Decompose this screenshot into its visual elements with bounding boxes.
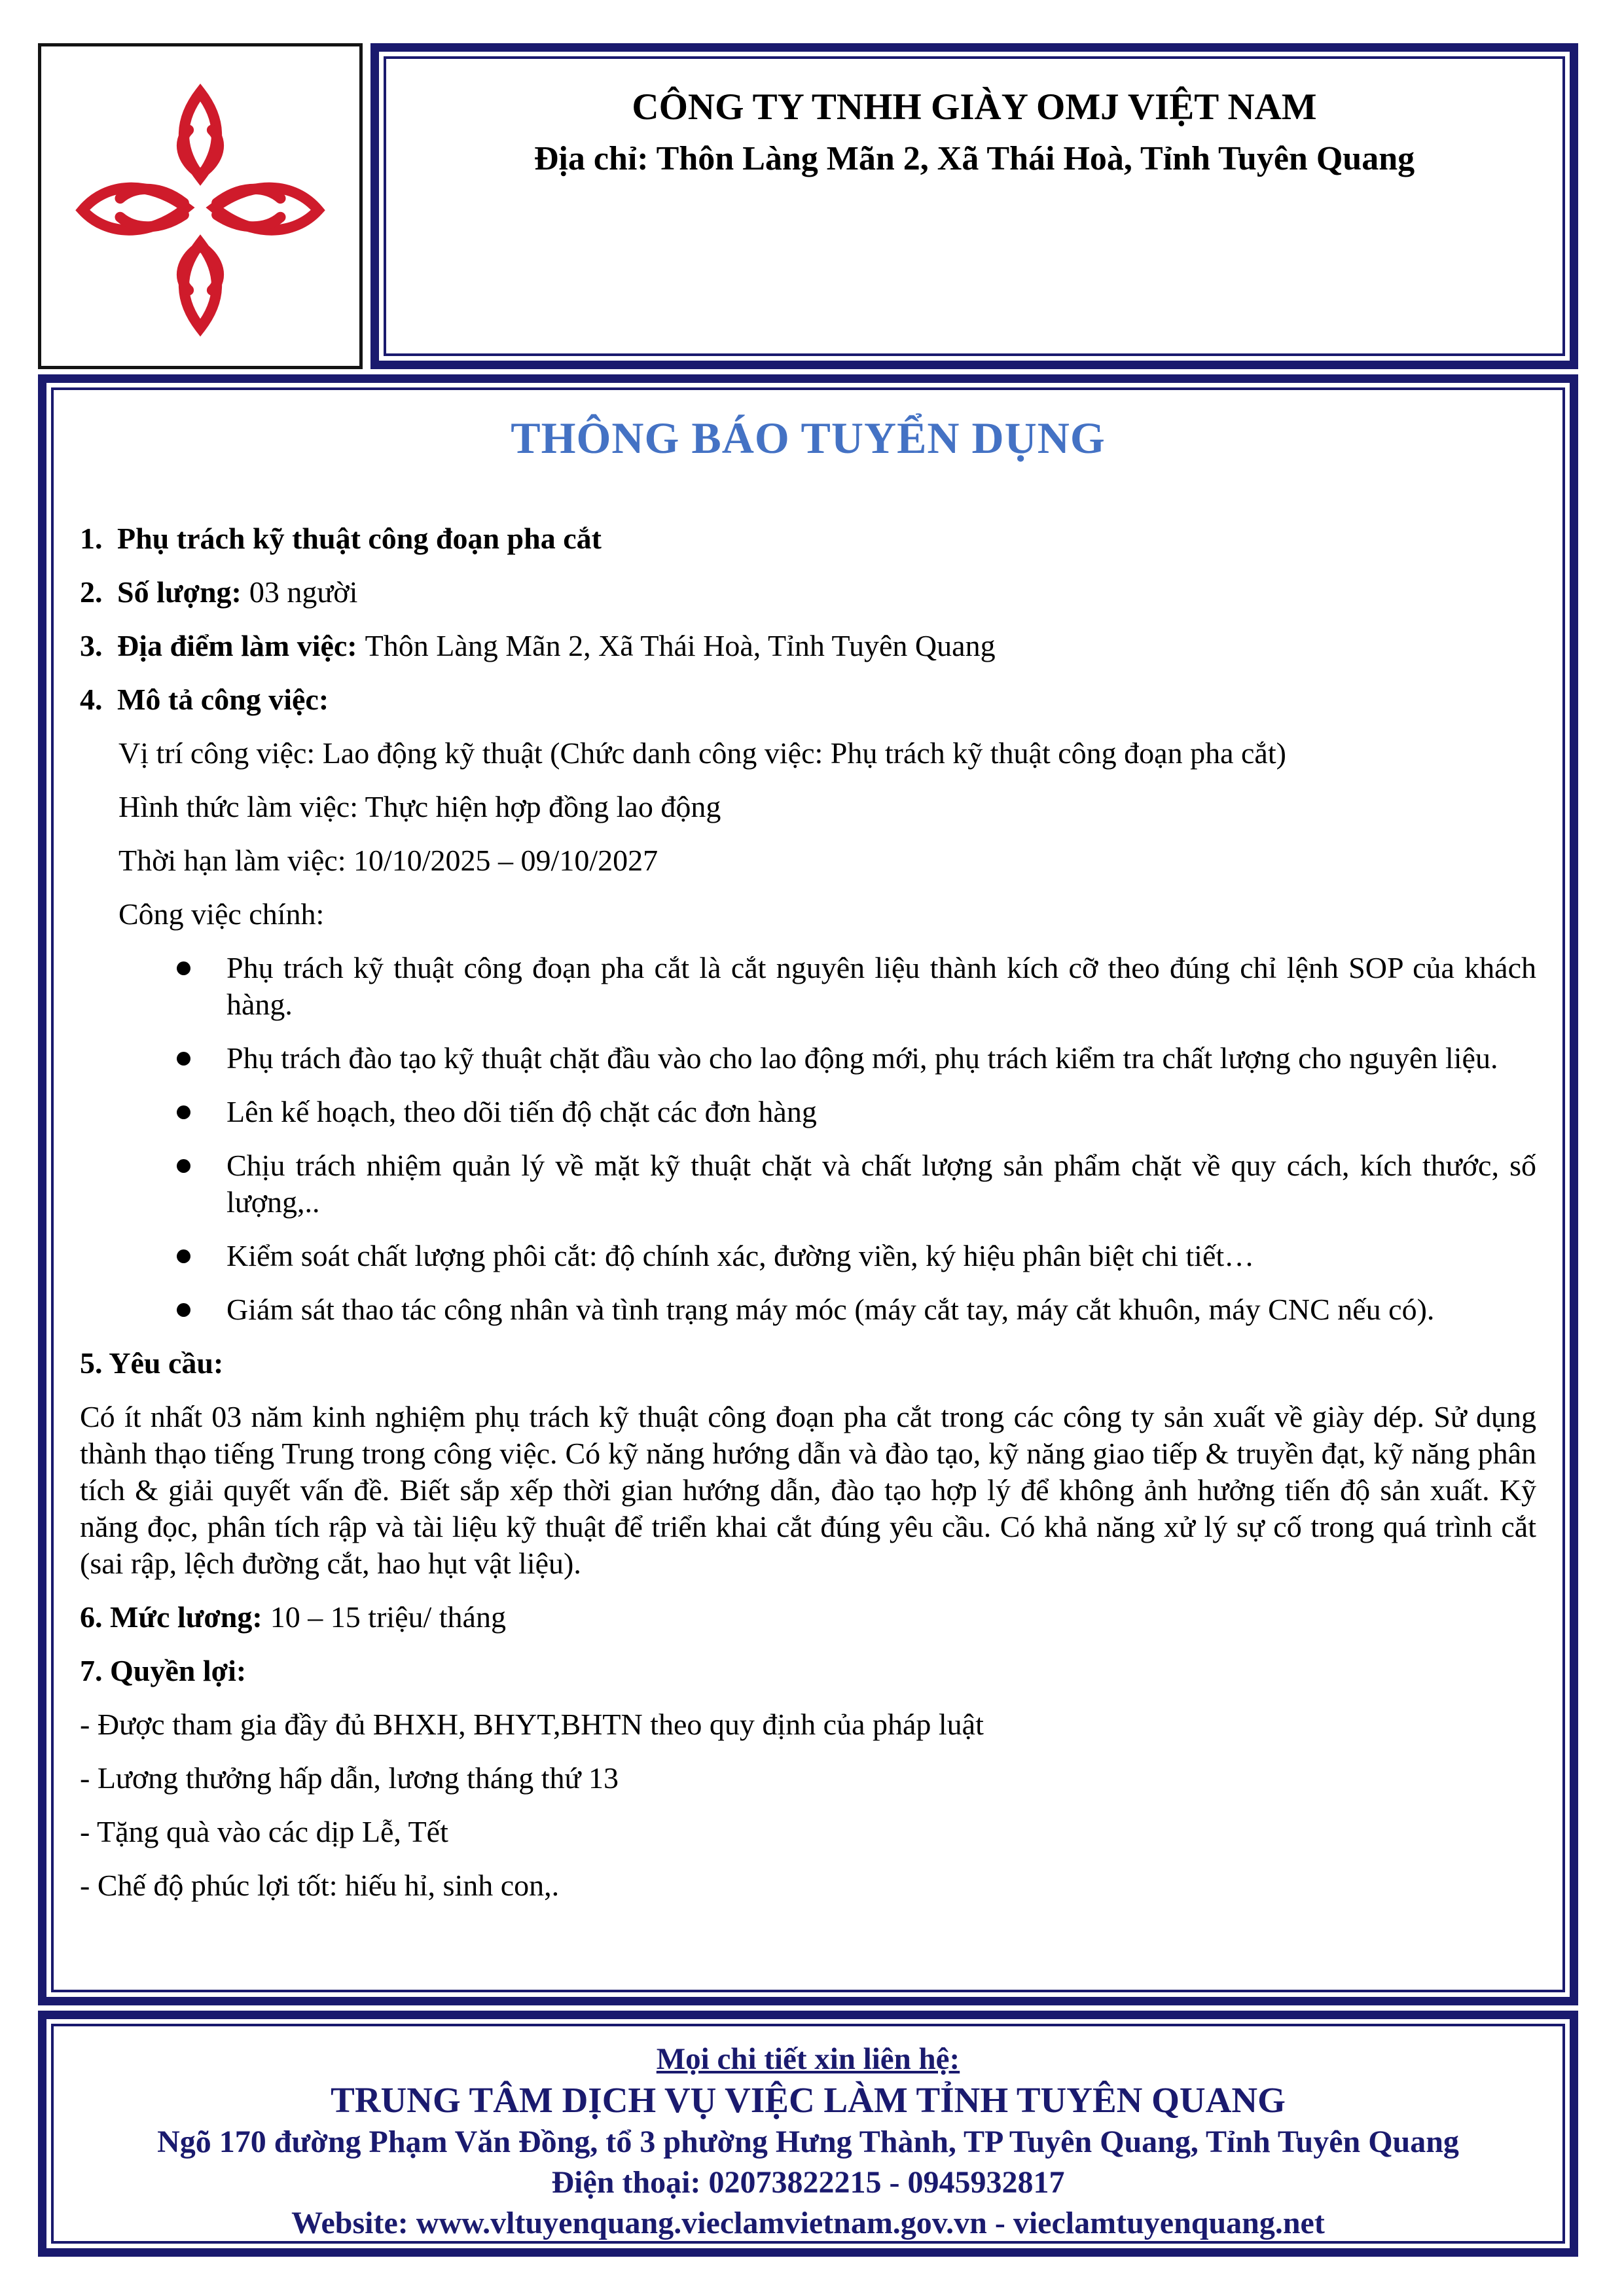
task-text: Kiểm soát chất lượng phôi cắt: độ chính xác, đường viền, ký hiệu phân biệt chi tiết…	[226, 1239, 1255, 1272]
salary-label: 6. Mức lương:	[80, 1600, 262, 1634]
employment-center-name: TRUNG TÂM DỊCH VỤ VIỆC LÀM TỈNH TUYÊN QUANG	[331, 2080, 1286, 2120]
bullet-dot-icon	[177, 1159, 190, 1173]
item-number: 2.	[80, 575, 103, 609]
contact-heading: Mọi chi tiết xin liên hệ:	[656, 2042, 960, 2076]
recruitment-title: THÔNG BÁO TUYỂN DỤNG	[511, 413, 1106, 463]
company-header-inner	[384, 56, 1565, 356]
task-bullet	[80, 1147, 1536, 1221]
task-bullet	[80, 1291, 1536, 1328]
salary-value: 10 – 15 triệu/ tháng	[270, 1600, 506, 1634]
task-text: Phụ trách kỹ thuật công đoạn pha cắt là cắt nguyên liệu thành kích cỡ theo đúng chỉ lệnh SOP của khách hàng.	[226, 951, 1536, 1021]
company-logo-box	[38, 43, 363, 369]
requirements-body: Có ít nhất 03 năm kinh nghiệm phụ trách kỹ thuật công đoạn pha cắt trong các công ty sản xuất về giày dép. Sử dụng thành thạo tiếng Trung trong công việc. Có kỹ năng hướng dẫn và đào tạo, kỹ năng giao tiếp & truyền đạt, kỹ năng phân tích & giải quyết vấn đề. Biết sắp xếp thời gian hướng dẫn, đào tạo hợp lý để không ảnh hưởng tiến độ sản xuất. Kỹ năng đọc, phân tích rập và tài liệu kỹ thuật để triển khai cắt đúng yêu cầu. Có khả năng xử lý sự cố trong quá trình cắt (sai rập, lệch đường cắt, hao hụt vật liệu).	[80, 1400, 1536, 1580]
header	[38, 43, 1578, 369]
work-location-label: Địa điểm làm việc:	[117, 629, 357, 662]
contact-phone: Điện thoại: 02073822215 - 0945932817	[551, 2165, 1065, 2200]
contact-website: Website: www.vltuyenquang.vieclamvietnam.gov.vn - vieclamtuyenquang.net	[291, 2206, 1325, 2240]
item-number: 4.	[80, 683, 103, 716]
bullet-dot-icon	[177, 1249, 190, 1263]
job-position-label: Phụ trách kỹ thuật công đoạn pha cắt	[117, 522, 602, 555]
quantity-item	[80, 574, 1536, 611]
benefits-label: 7. Quyền lợi:	[80, 1654, 247, 1687]
salary-line	[80, 1599, 1536, 1636]
company-name: CÔNG TY TNHH GIÀY OMJ VIỆT NAM	[632, 86, 1317, 128]
job-detail-contract: Hình thức làm việc: Thực hiện hợp đồng lao động	[118, 790, 721, 823]
item-number: 1.	[80, 522, 103, 555]
quantity-value: 03 người	[249, 575, 358, 609]
task-text: Phụ trách đào tạo kỹ thuật chặt đầu vào cho lao động mới, phụ trách kiểm tra chất lượng cho nguyên liệu.	[226, 1041, 1498, 1075]
work-location-item	[80, 628, 1536, 664]
bullet-dot-icon	[177, 961, 190, 975]
bullet-dot-icon	[177, 1052, 190, 1066]
employment-center-address: Ngõ 170 đường Phạm Văn Đồng, tổ 3 phường Hưng Thành, TP Tuyên Quang, Tỉnh Tuyên Quang	[157, 2125, 1459, 2159]
job-position-item	[80, 520, 1536, 557]
company-address: Địa chỉ: Thôn Làng Mãn 2, Xã Thái Hoà, Tỉnh Tuyên Quang	[533, 140, 1415, 178]
benefit-item: - Tặng quà vào các dịp Lễ, Tết	[80, 1815, 448, 1848]
work-location-value: Thôn Làng Mãn 2, Xã Thái Hoà, Tỉnh Tuyên Quang	[365, 629, 996, 662]
bullet-dot-icon	[177, 1303, 190, 1317]
requirements-label: 5. Yêu cầu:	[80, 1346, 224, 1380]
benefit-item: - Được tham gia đầy đủ BHXH, BHYT,BHTN theo quy định của pháp luật	[80, 1708, 984, 1741]
benefit-item: - Chế độ phúc lợi tốt: hiếu hỉ, sinh con,.	[80, 1869, 560, 1902]
job-description-label: Mô tả công việc:	[117, 683, 329, 716]
company-header-box	[370, 43, 1578, 369]
task-text: Lên kế hoạch, theo dõi tiến độ chặt các đơn hàng	[226, 1095, 817, 1128]
main-content-inner	[51, 387, 1565, 1992]
bullet-dot-icon	[177, 1105, 190, 1119]
item-number: 3.	[80, 629, 103, 662]
task-bullet	[80, 1040, 1536, 1077]
task-bullet	[80, 950, 1536, 1023]
job-detail-position: Vị trí công việc: Lao động kỹ thuật (Chức danh công việc: Phụ trách kỹ thuật công đoạn pha cắt)	[118, 736, 1286, 770]
job-detail-term: Thời hạn làm việc: 10/10/2025 – 09/10/2027	[118, 844, 659, 877]
main-content-box	[38, 374, 1578, 2005]
task-bullet	[80, 1094, 1536, 1130]
quantity-label: Số lượng:	[117, 575, 242, 609]
job-description-item	[80, 681, 1536, 718]
task-text: Chịu trách nhiệm quản lý về mặt kỹ thuật chặt và chất lượng sản phẩm chặt về quy cách, kích thước, số lượng,..	[226, 1149, 1536, 1219]
footer-contact-box	[38, 2011, 1578, 2257]
flower-ornament-icon	[71, 81, 330, 340]
task-bullet	[80, 1238, 1536, 1274]
task-text: Giám sát thao tác công nhân và tình trạng máy móc (máy cắt tay, máy cắt khuôn, máy CNC nếu có).	[226, 1293, 1435, 1326]
job-detail-main-heading: Công việc chính:	[118, 897, 325, 931]
footer-contact-inner	[51, 2024, 1565, 2244]
benefit-item: - Lương thưởng hấp dẫn, lương tháng thứ 13	[80, 1761, 619, 1795]
